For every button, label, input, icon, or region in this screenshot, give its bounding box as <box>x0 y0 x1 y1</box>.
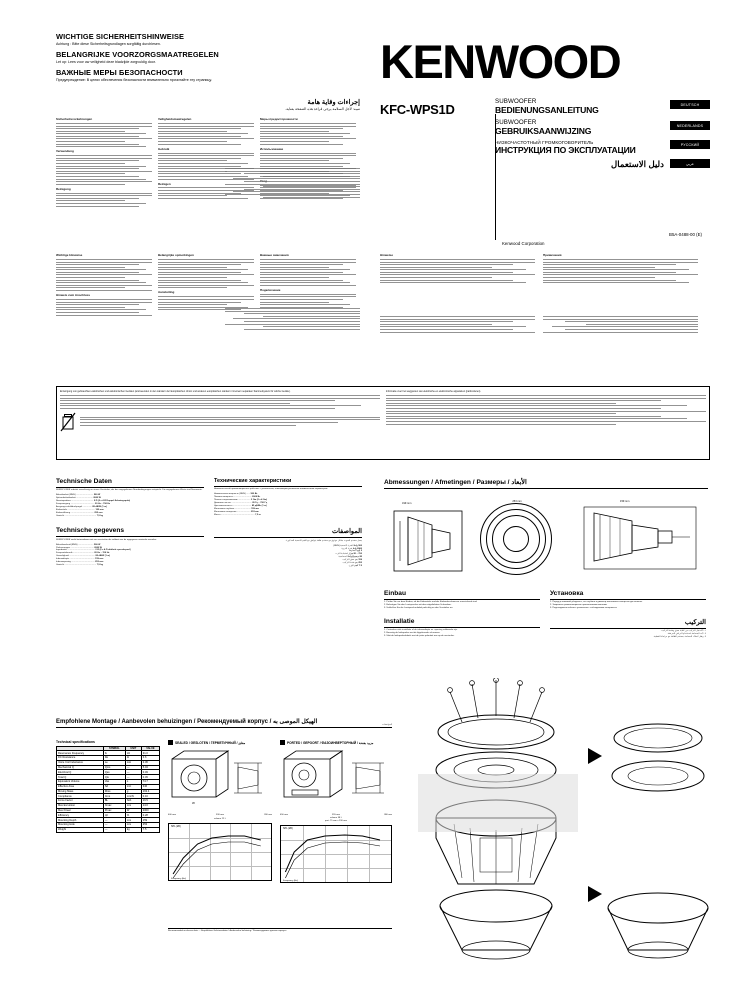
title-text: ИНСТРУКЦИЯ ПО ЭКСПЛУАТАЦИИ <box>495 145 636 155</box>
fineprint-col-5: Belangrijke opmerkingen Aansluiting <box>158 254 254 317</box>
cell: Mechanical Q <box>57 765 104 770</box>
spec-key: Пиковая мощность ............................. <box>214 496 252 499</box>
ported-volume: volume 38 L <box>330 816 342 819</box>
spec-key: Монтажная глубина .......................... <box>214 507 251 510</box>
sealed-height: 330 mm <box>216 814 224 816</box>
section-title: Technische gegevens <box>56 527 125 535</box>
spec-key: Inbouwdiepte ......................................... <box>56 558 95 561</box>
language-tab-ru: РУССКИЙ <box>670 140 710 149</box>
install-step: 2. Bevestig de luidspreker met de bijgeleverde schroeven. <box>384 632 441 635</box>
fineprint-col-9 <box>380 316 535 334</box>
enclosure-spec-table <box>56 740 160 833</box>
spec-value: 85 дБ/Вт (1 м) <box>251 504 267 507</box>
footnote-text: Recommended enclosure data — Empfohlene Gehäusedaten / Aanbevolen behuizing / Рекомендуемые данные корпуса <box>168 928 392 933</box>
spec-key: الوزن <box>348 565 354 567</box>
spec-key: فتحة التركيب <box>342 562 355 565</box>
table-title: Technical specifications <box>56 740 95 744</box>
cell: mm <box>125 803 141 808</box>
cell: 31.0 <box>141 751 159 756</box>
spec-intro: SUBWOOFER arbeitet zuverlässig an einem Verstärker, der den angegebenen Nennbedingungen entspricht. Die angegebenen Werte sind Nennwerte. <box>56 489 203 492</box>
spec-value: 2 أوم <box>357 550 362 553</box>
brand-logo: KENWOOD <box>380 35 621 88</box>
sealed-depth: 330 mm <box>264 814 272 816</box>
spec-value: 20 Гц – 700 Гц <box>252 501 268 504</box>
spec-intro: SUBWOOFER werkt betrouwbaar met een versterker die voldoet aan de opgegeven nominale waarden. <box>56 538 157 541</box>
language-tab-nl: NEDERLANDS <box>670 121 710 130</box>
disposal-text-nl <box>386 390 706 432</box>
spec-intro: يعمل مضخم الصوت بشكل موثوق مع مضخم طاقة يتوافق مع القيم الاسمية المذكورة. <box>285 539 362 542</box>
spec-value: 2000 Вт <box>252 496 261 499</box>
cell: 14.0 <box>141 803 159 808</box>
warning-ru <box>56 68 356 82</box>
ported-heading: PORTED / GEPOORT / ФАЗОИНВЕРТОРНЫЙ / مزود بفتحة <box>287 740 374 745</box>
cell: Pmax <box>103 808 125 813</box>
ported-height: 355 mm <box>332 814 340 816</box>
fineprint-col-2: Veiligheidsmaatregelen Gebruik Reinigen <box>158 118 254 208</box>
cell: — <box>125 770 141 775</box>
spec-key: Масса ....................................................... <box>214 513 255 516</box>
tech-data-ar <box>214 527 362 567</box>
spec-value: 7.5 كجم <box>354 565 362 567</box>
cell: 0.45 <box>141 775 159 780</box>
spec-value: 85 dB/W (1 m) <box>95 555 110 558</box>
ported-width: 450 mm <box>280 814 288 816</box>
cell: Re <box>103 756 125 761</box>
cell: Force Factor <box>57 799 104 804</box>
model-block <box>380 102 510 117</box>
cell: 3.6 <box>141 756 159 761</box>
cell: — <box>103 827 125 832</box>
warning-sub: تنبيه: لأجل السلامة يرجى قراءة هذه الصفحة بعناية. <box>285 107 360 111</box>
cell: Cms <box>103 794 125 799</box>
install-ar <box>550 618 706 639</box>
spec-value: 2000 W <box>94 546 102 549</box>
spec-key: Диапазон частот ................................. <box>214 501 252 504</box>
title-de <box>495 98 710 115</box>
spec-value: 500 واط <box>354 544 362 547</box>
spec-value: 7,5 kg <box>96 564 103 566</box>
fineprint-lower-right <box>380 316 710 334</box>
cell: Total Q <box>57 775 104 780</box>
warning-nl <box>56 50 356 64</box>
spec-value: 85 dB/W (1 m) <box>92 505 107 508</box>
spec-key: Gewicht .................................................... <box>56 564 97 566</box>
fineprint-col-8: Примечания <box>543 254 698 285</box>
spec-value: 500 W <box>93 543 101 546</box>
cell: — <box>103 818 125 823</box>
spec-key: Frequenzgang ....................................... <box>56 502 95 505</box>
title-text: دليل الاستعمال <box>611 159 664 169</box>
sealed-box-drawing <box>168 747 272 809</box>
warning-de <box>56 32 356 46</box>
dim-label-width: 319 mm <box>402 502 412 505</box>
sealed-curve <box>169 824 271 880</box>
title-ru <box>495 140 710 155</box>
dim-label-hole: 253 mm <box>512 500 522 503</box>
spec-key: Einbauöffnung ...................................... <box>56 511 94 514</box>
dim-label-depth: 159 mm <box>620 500 630 503</box>
title-text: BEDIENUNGSANLEITUNG <box>495 105 599 115</box>
cell: Efficiency <box>57 813 104 818</box>
cell: Electrical Q <box>57 770 104 775</box>
install-nl <box>384 618 540 639</box>
spec-rows-ar <box>214 545 362 568</box>
install-step: ١. تأكد قبل التركيب من كفاية عمق وفتحة التركيب. <box>660 630 706 633</box>
cell: Max Power <box>57 808 104 813</box>
spec-key: Frequentiebereik .................................. <box>56 552 94 555</box>
spec-value: 253 مم <box>355 562 362 565</box>
language-tab-de: DEUTSCH <box>670 100 710 109</box>
cell: mH <box>125 760 141 765</box>
spec-key: Полное сопротивление .................... <box>214 499 251 502</box>
spec-rows-de <box>56 494 204 517</box>
cell: mm/N <box>125 794 141 799</box>
fineprint-col-7: Hinweise <box>380 254 535 285</box>
col-header: UNIT <box>125 746 141 751</box>
section-title: Технические характеристики <box>214 478 292 484</box>
section-title-install-ar: التركيب <box>684 619 706 627</box>
speaker-side-drawing <box>388 505 468 577</box>
cell: Effective Area <box>57 784 104 789</box>
cell: DC Resistance <box>57 756 104 761</box>
cell: Qts <box>103 775 125 780</box>
cell: 0.28 <box>141 813 159 818</box>
cell: BL <box>103 799 125 804</box>
sealed-width: 400 mm <box>168 814 176 816</box>
cell: Qes <box>103 770 125 775</box>
install-ru <box>550 590 706 610</box>
cell: g <box>125 789 141 794</box>
install-step: 2. Befestigen Sie den Lautsprecher mit den mitgelieferten Schrauben. <box>384 604 452 607</box>
install-step: 1. Controleer vóór installatie of de inbouwdiepte en -opening voldoende zijn. <box>384 629 458 632</box>
section-title: المواصفات <box>331 528 362 536</box>
install-steps-nl <box>384 629 540 638</box>
spec-value: 2 Ω (2 x 4 Ω Doppel-Schwingspule) <box>93 500 131 503</box>
corporation-block <box>502 232 702 250</box>
spec-key: Номинальная мощность (RMS) ...... <box>214 493 250 496</box>
chart-xlabel: Frequency (Hz) <box>171 877 187 880</box>
tech-data-section <box>56 478 366 568</box>
spec-key: Gevoeligheid .......................................... <box>56 555 95 558</box>
install-step: 1. Перед установкой убедитесь, что глубина и диаметр монтажного отверстия достаточны. <box>550 601 643 604</box>
install-diagrams <box>410 678 710 964</box>
install-section <box>384 590 708 639</box>
spec-key: القدرة الاسمية (RMS) <box>333 544 354 547</box>
cell: mm <box>125 823 141 828</box>
tech-data-ru <box>214 478 362 517</box>
cell: Qms <box>103 765 125 770</box>
cell: Ω <box>125 756 141 761</box>
cell: — <box>125 775 141 780</box>
spec-value: 7,5 кг <box>255 513 261 516</box>
install-step: 3. Sluit de luidsprekerkabels met de juiste polariteit aan op de versterker. <box>384 635 455 638</box>
enclosure-footnote <box>168 928 392 933</box>
vertical-divider <box>495 114 496 240</box>
cell: mm <box>125 818 141 823</box>
install-steps-ru <box>550 601 706 610</box>
cell: Vas <box>103 779 125 784</box>
cell: cm² <box>125 784 141 789</box>
install-steps-de <box>384 601 540 610</box>
warning-title: WICHTIGE SICHERHEITSHINWEISE <box>56 32 185 41</box>
cell: Equivalent Volume <box>57 779 104 784</box>
spec-key: Piekvermogen ...................................... <box>56 546 94 549</box>
section-title-install-de: Einbau <box>384 590 406 597</box>
cell: 74.7 <box>141 779 159 784</box>
spec-value: 159 mm <box>95 558 104 561</box>
sealed-heading: SEALED / GESLOTEN / ГЕРМЕТИЧНЫЙ / مغلق <box>175 740 246 745</box>
spec-value: 85 ديسيبل/واط <box>348 556 362 559</box>
dim-side-view <box>388 502 468 582</box>
cell: — <box>125 765 141 770</box>
sealed-volume: volume 22 L <box>214 817 226 820</box>
ported-curve <box>281 826 391 882</box>
col-header: VALUE <box>141 746 159 751</box>
cell: 163.4 <box>141 789 159 794</box>
ported-port: port: 75 mm x 230 mm <box>325 819 347 822</box>
fineprint-arabic-upper <box>225 168 360 199</box>
enclosure-heading-ar-text: المواصفات <box>382 724 392 726</box>
spec-key: عمق التركيب <box>342 559 355 562</box>
warning-title: ВАЖНЫЕ МЕРЫ БЕЗОПАСНОСТИ <box>56 68 183 77</box>
spec-value: 500 Вт <box>250 493 258 496</box>
disposal-note-2: Informatie over het weggooien van elektrische en elektronische apparatuur (particulieren). <box>386 390 482 393</box>
cell: Compliance <box>57 794 104 799</box>
title-ar <box>495 159 710 170</box>
bullet-marker <box>168 740 173 745</box>
cell: Le <box>103 760 125 765</box>
spec-key: Монтажное отверстие ...................... <box>214 510 251 513</box>
cell: % <box>125 813 141 818</box>
section-title-dimensions: Abmessungen / Afmetingen / Размеры / الأبعاد <box>384 479 527 486</box>
chart-ylabel: SPL (dB) <box>171 824 181 828</box>
enclosure-sealed <box>168 740 272 881</box>
install-step: 3. Schließen Sie die Lautsprecherkabel polrichtig an den Verstärker an. <box>384 607 453 610</box>
install-step: 3. Подсоедините кабели к усилителю с соблюдением полярности. <box>550 607 618 610</box>
chart-xlabel: Frequency (Hz) <box>283 879 299 882</box>
cell: Sd <box>103 784 125 789</box>
spec-key: Belastbarkeit (RMS) ............................ <box>56 494 94 497</box>
cell: 5.04 <box>141 765 159 770</box>
cell: Xmax <box>103 803 125 808</box>
disposal-box <box>56 386 710 460</box>
chart-ylabel: SPL (dB) <box>283 826 293 830</box>
table-row <box>57 827 160 832</box>
spec-key: Spitzenbelastbarkeit ........................... <box>56 497 93 500</box>
spec-key: Nennimpedanz .................................... <box>56 500 94 503</box>
spec-rows-nl <box>56 544 204 567</box>
spec-value: 159 مم <box>355 559 362 562</box>
spec-value: 2000 W <box>93 497 101 500</box>
col-header: SYMBOL <box>103 746 125 751</box>
corporation-name: Kenwood Corporation <box>502 241 545 246</box>
cell: 0.49 <box>141 770 159 775</box>
fineprint-upper-right <box>380 254 710 285</box>
dim-section-view <box>580 500 700 580</box>
spec-value: 20 Hz – 700 Hz <box>95 502 111 505</box>
brand-block <box>380 35 710 88</box>
cell: 16.5 <box>141 799 159 804</box>
spec-value: 7,5 kg <box>96 514 103 517</box>
spec-value: 2 Ω (2 x 4 Ω dubbele spreekspoel) <box>95 549 131 552</box>
cell: 346 <box>141 784 159 789</box>
spec-value: 159 mm <box>95 508 104 511</box>
warning-ar <box>230 98 360 111</box>
spec-key: Inbouwopening ...................................... <box>56 561 95 564</box>
dimension-drawings <box>384 492 708 582</box>
fineprint-col-10 <box>543 316 698 334</box>
manual-sheet <box>40 18 716 966</box>
title-kicker: SUBWOOFER <box>495 98 537 105</box>
cell: Resonance Frequency <box>57 751 104 756</box>
cell: fs <box>103 751 125 756</box>
spec-key: قدرة الذروة <box>341 547 353 550</box>
spec-value: 700 – 20 هرتز <box>348 553 362 556</box>
spec-value: 253 mm <box>95 561 104 564</box>
spec-rows-ru <box>214 493 362 516</box>
enclosure-ported <box>280 740 392 883</box>
cell: — <box>103 823 125 828</box>
tech-data-nl <box>56 527 204 567</box>
speaker-front-circle <box>480 503 552 575</box>
cell: η0 <box>103 813 125 818</box>
spec-value: 253 mm <box>94 511 103 514</box>
spec-key: Impedantie ............................................. <box>56 549 95 552</box>
title-kicker: НИЗКОЧАСТОТНЫЙ ГРОМКОГОВОРИТЕЛЬ <box>495 140 594 145</box>
warning-title: BELANGRIJKE VOORZORGSMAATREGELEN <box>56 50 219 59</box>
install-steps-ar <box>550 630 706 639</box>
circle-dustcap <box>503 526 529 552</box>
warning-sub: Let op: Lees voor uw veiligheid deze bladzijde zorgvuldig door. <box>56 60 156 64</box>
install-step: 1. Prüfen Sie vor dem Einbau, ob die Einbautiefe und der Einbaudurchmesser ausreichend sind. <box>384 601 478 604</box>
cell: 2000 <box>141 808 159 813</box>
spec-key: Belastbaarheid (RMS) ......................... <box>56 543 94 546</box>
sealed-response-chart <box>168 823 272 881</box>
cell: Voice Coil Inductance <box>57 760 104 765</box>
cell: L <box>125 779 141 784</box>
safety-warnings <box>56 32 356 86</box>
spec-key: الحساسية <box>338 556 348 559</box>
fineprint-col-1: Sicherheitsvorkehrungen Verwendung Reinigung <box>56 118 152 208</box>
fineprint-arabic-mid <box>225 308 360 331</box>
section-title-install-ru: Установка <box>550 590 584 597</box>
spec-key: Gewicht .................................................... <box>56 514 97 517</box>
ported-depth: 380 mm <box>384 814 392 816</box>
spec-value: 20 Hz – 700 Hz <box>94 552 110 555</box>
cell: 253 <box>141 823 159 828</box>
spec-value: 159 мм <box>251 507 259 510</box>
install-step: 2. Закрепите громкоговоритель прилагаемыми винтами. <box>550 604 608 607</box>
cell: Mounting Depth <box>57 818 104 823</box>
spec-value: 2 Ом (2 x 4 Ом) <box>251 499 268 502</box>
enclosure-heading-ar <box>280 724 392 727</box>
section-title-enclosure: Empfohlene Montage / Aanbevolen behuizingen / Рекомендуемый корпус / الهيكل الموصى به <box>56 719 318 725</box>
install-step: ٢. ثبّت السماعة باستخدام البراغي المرفقة. <box>667 633 706 636</box>
section-title: Technische Daten <box>56 478 112 485</box>
cell: 0.16 <box>141 794 159 799</box>
fineprint-col-3: Меры предосторожности Использование <box>260 118 356 208</box>
cell: Moving Mass <box>57 789 104 794</box>
cell: 2.36 <box>141 760 159 765</box>
warning-title: إجراءات وقاية هامة <box>307 99 360 106</box>
dim-front-view <box>480 500 554 575</box>
ported-response-chart <box>280 825 392 883</box>
spec-key: Ausgangsschalldruckpegel ............... <box>56 505 92 508</box>
model-number: KFC-WPS1D <box>380 102 455 117</box>
cell: 7.5 <box>141 827 159 832</box>
wee-bin-icon <box>60 412 76 432</box>
svg-text:W: W <box>192 801 195 805</box>
speaker-section-drawing <box>580 503 700 575</box>
specifications-table <box>56 746 160 833</box>
cell: Mms <box>103 789 125 794</box>
bullet-marker <box>280 740 285 745</box>
dimensions-section <box>384 478 708 490</box>
exploded-install-drawing <box>410 678 710 964</box>
spec-key: Чувствительность .............................. <box>214 504 252 507</box>
cell: 159 <box>141 818 159 823</box>
cell: Max Excursion <box>57 803 104 808</box>
warning-sub: Предупреждение: В целях обеспечения безопасности внимательно прочитайте эту страницу. <box>56 78 212 82</box>
warning-sub: Achtung : Bitte diese Sicherheitsgrundlagen sorgfältig durchlesen. <box>56 42 161 46</box>
fineprint-col-6: Важные замечания Подключение <box>260 254 356 317</box>
spec-value: 500 W <box>93 494 101 497</box>
spec-key: المعاوقة <box>348 550 357 553</box>
disposal-text-de <box>60 390 380 432</box>
spec-intro: Низкочастотный громкоговоритель работает с усилителем, отвечающим указанным номинальным параметрам. <box>214 488 328 491</box>
section-title-install-nl: Installatie <box>384 618 415 626</box>
disposal-note: Entsorgung von gebrauchten elektrischen und elektronischen Geräten (anzuwenden in den Ländern der Europäischen Union und anderen europäischen Ländern mit einem separaten Sammelsystem für solche Geräte). <box>60 390 291 393</box>
title-text: GEBRUIKSAANWIJZING <box>495 126 592 136</box>
ported-box-drawing <box>280 747 392 809</box>
install-step: ٣. وصّل أسلاك السماعة بمضخم الطاقة مع مراعاة القطبية. <box>653 636 706 639</box>
fineprint-col-4: Wichtige Hinweise Hinweis zum Anschluss <box>56 254 152 317</box>
cell: Mounting Hole <box>57 823 104 828</box>
cell: Hz <box>125 751 141 756</box>
document-code: B5A-0488-00 (E) <box>669 232 702 237</box>
language-tab-ar: عربي <box>670 159 710 168</box>
cell: W <box>125 808 141 813</box>
title-kicker: SUBWOOFER <box>495 119 537 126</box>
install-de <box>384 590 540 610</box>
title-nl <box>495 119 710 136</box>
spec-value: 2000 واط <box>352 547 362 550</box>
spec-key: استجابة التردد <box>335 553 349 556</box>
tech-data-de <box>56 478 204 517</box>
cell: kg <box>125 827 141 832</box>
spec-value: 253 мм <box>251 510 259 513</box>
title-list <box>495 98 710 170</box>
cell: Weight <box>57 827 104 832</box>
spec-key: Einbautiefe ............................................. <box>56 508 95 511</box>
cell: N/A <box>125 799 141 804</box>
